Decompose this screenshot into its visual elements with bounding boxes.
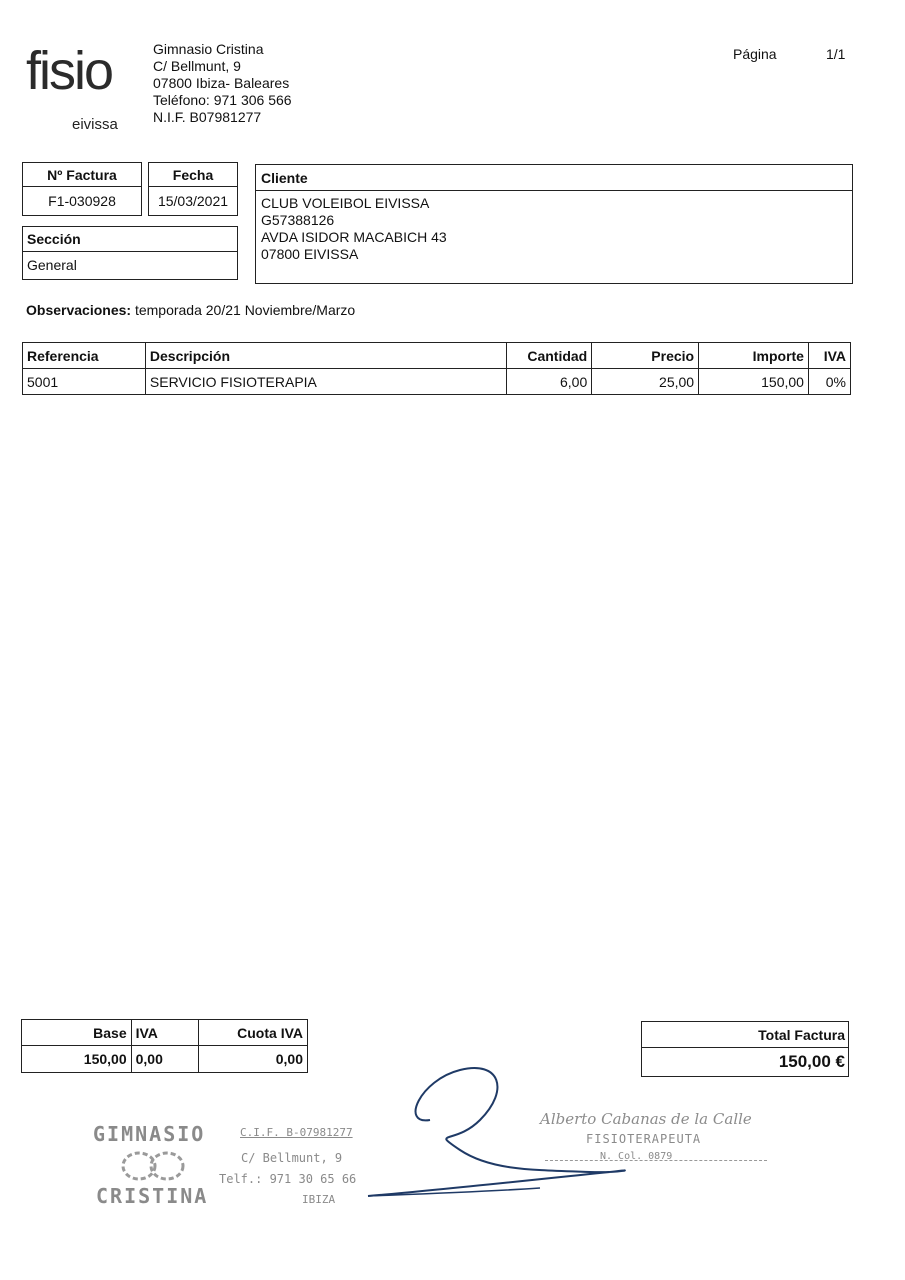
totals-iva-value: 0,00 [131, 1046, 199, 1073]
stamp-cif: C.I.F. B-07981277 [240, 1126, 353, 1139]
col-precio: Precio [592, 343, 699, 369]
stamp-line2: CRISTINA [96, 1184, 209, 1208]
signature-icon [360, 1050, 660, 1210]
observations [26, 302, 355, 318]
totals-table [21, 1019, 308, 1073]
section-label: Sección [23, 227, 237, 252]
stamp-street: C/ Bellmunt, 9 [241, 1151, 343, 1165]
company-phone: Teléfono: 971 306 566 [153, 92, 292, 108]
lines-header-row [23, 343, 851, 369]
col-iva: IVA [808, 343, 850, 369]
col-referencia: Referencia [23, 343, 146, 369]
client-city: 07800 EIVISSA [261, 246, 359, 262]
totals-base-value: 150,00 [22, 1046, 132, 1073]
totals-cuota-label: Cuota IVA [199, 1020, 308, 1046]
totals-value-row [22, 1046, 308, 1073]
section-box [22, 226, 238, 280]
total-label: Total Factura [642, 1022, 848, 1048]
row-iva: 0% [808, 369, 850, 395]
logo-sub: eivissa [72, 116, 118, 133]
observations-text: temporada 20/21 Noviembre/Marzo [134, 302, 356, 318]
observations-label: Observaciones: [26, 302, 132, 318]
page-number: 1/1 [826, 46, 846, 62]
col-importe: Importe [699, 343, 809, 369]
client-details [261, 195, 447, 263]
invoice-number: F1-030928 [48, 193, 116, 209]
totals-iva-label: IVA [131, 1020, 199, 1046]
company-name: Gimnasio Cristina [153, 41, 264, 57]
invoice-date: 15/03/2021 [157, 193, 229, 209]
stamp-phone: Telf.: 971 30 65 66 [219, 1172, 357, 1186]
totals-header-row [22, 1020, 308, 1046]
section-value: General [27, 257, 77, 273]
stamp-city: IBIZA [302, 1193, 336, 1206]
row-referencia: 5001 [23, 369, 146, 395]
signature-stamp-num: N. Col. 0879 [600, 1151, 673, 1162]
client-box [255, 164, 853, 284]
company-info [153, 41, 292, 126]
logo-fisio [26, 40, 112, 102]
row-descripcion: SERVICIO FISIOTERAPIA [145, 369, 506, 395]
client-label: Cliente [256, 165, 852, 191]
row-importe: 150,00 [699, 369, 809, 395]
total-box [641, 1021, 849, 1077]
invoice-number-label: Nº Factura [23, 163, 141, 187]
client-cif: G57388126 [261, 212, 335, 228]
invoice-number-box [22, 162, 142, 216]
col-cantidad: Cantidad [507, 343, 592, 369]
row-cantidad: 6,00 [507, 369, 592, 395]
totals-base-label: Base [22, 1020, 132, 1046]
client-address: AVDA ISIDOR MACABICH 43 [261, 229, 447, 245]
stamp-gc-logo-icon [117, 1148, 189, 1184]
page-label: Página [733, 46, 777, 62]
lines-table [22, 342, 851, 395]
col-descripcion: Descripción [145, 343, 506, 369]
company-address: C/ Bellmunt, 9 [153, 58, 241, 74]
company-nif: N.I.F. B07981277 [153, 109, 262, 125]
logo-brand: fisio [26, 41, 113, 101]
table-row [23, 369, 851, 395]
company-city: 07800 Ibiza- Baleares [153, 75, 290, 91]
totals-cuota-value: 0,00 [199, 1046, 308, 1073]
total-value: 150,00 € [778, 1052, 845, 1071]
signature-stamp-name: Alberto Cabanas de la Calle [540, 1110, 752, 1128]
signature-stamp-role: FISIOTERAPEUTA [586, 1132, 702, 1146]
row-precio: 25,00 [592, 369, 699, 395]
invoice-date-label: Fecha [149, 163, 237, 187]
client-name: CLUB VOLEIBOL EIVISSA [261, 195, 430, 211]
invoice-date-box [148, 162, 238, 216]
stamp-line1: GIMNASIO [93, 1122, 206, 1146]
